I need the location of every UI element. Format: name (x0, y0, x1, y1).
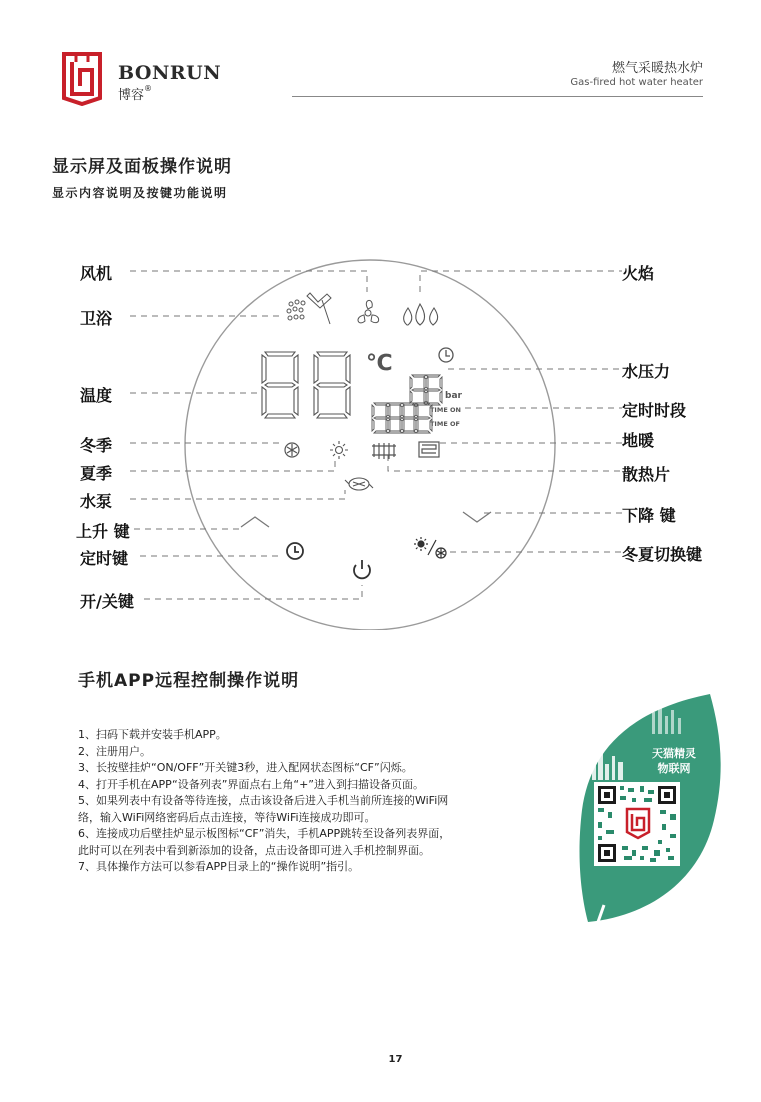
fan-icon (358, 300, 379, 322)
celsius-unit: ℃ (366, 351, 393, 376)
section-title-display: 显示屏及面板操作说明 (52, 157, 232, 177)
section-title-app: 手机APP远程控制操作说明 (78, 671, 300, 691)
product-name-cn: 燃气采暖热水炉 (611, 61, 703, 76)
label-summer: 夏季 (80, 464, 113, 483)
timer-key-clock-icon[interactable] (287, 543, 303, 559)
winter-snowflake-icon (285, 443, 299, 457)
up-arrow-icon[interactable] (241, 517, 269, 527)
qr-caption (639, 746, 709, 776)
shower-icon (287, 293, 331, 324)
section-subtitle-display: 显示内容说明及按键功能说明 (52, 186, 228, 200)
list-item: 络，输入WiFi网络密码后点击连接，等待WiFi连接成功即可。 (78, 810, 376, 824)
qr-code (594, 782, 680, 866)
leaf-qr-graphic (570, 690, 730, 930)
list-item: 4、打开手机在APP“设备列表”界面点右上角“+”进入到扫描设备页面。 (78, 777, 425, 791)
radiator-icon (372, 443, 396, 459)
label-fan: 风机 (80, 264, 113, 283)
bar-unit: bar (445, 391, 462, 401)
product-name-en: Gas-fired hot water heater (570, 77, 703, 88)
list-item: 6、连接成功后壁挂炉显示板图标“CF”消失，手机APP跳转至设备列表界面， (78, 827, 451, 840)
label-pump: 水泵 (80, 492, 113, 511)
pressure-digits (410, 375, 442, 405)
flame-icon (404, 304, 438, 325)
list-item: 此时可以在列表中看到新添加的设备，点击设备即可进入手机控制界面。 (78, 843, 430, 857)
label-radiator: 散热片 (622, 465, 671, 484)
label-temperature: 温度 (80, 386, 113, 405)
time-off-label: TIME OF (430, 420, 460, 428)
label-season-switch-key: 冬夏切换键 (622, 545, 703, 564)
list-item: 3、长按壁挂炉“ON/OFF”开关键3秒，进入配网状态图标“CF”闪烁。 (78, 761, 413, 774)
label-winter: 冬季 (80, 436, 113, 455)
floor-heating-icon (419, 442, 439, 457)
temperature-digits (262, 352, 350, 418)
label-timer-key: 定时键 (80, 549, 129, 568)
list-item: 1、扫码下载并安装手机APP。 (78, 728, 227, 741)
brand-name-en: BONRUN (118, 62, 222, 84)
label-flame: 火焰 (622, 264, 655, 283)
brand-name-cn: 博容® (118, 84, 153, 103)
label-power-key: 开/关键 (80, 592, 134, 611)
list-item: 5、如果列表中有设备等待连接，点击该设备后进入手机当前所连接的WiFi网 (78, 794, 449, 807)
power-button-icon[interactable] (354, 560, 370, 578)
label-up-key: 上升 键 (76, 522, 130, 541)
list-item: 2、注册用户。 (78, 744, 151, 758)
list-item: 7、具体操作方法可以参看APP目录上的“操作说明”指引。 (78, 860, 360, 873)
label-floor-heating: 地暖 (622, 431, 655, 450)
timer-digits (372, 403, 432, 433)
header-rule (292, 96, 703, 97)
label-timer-period: 定时时段 (622, 401, 687, 420)
qr-caption-line1: 天猫精灵 (652, 747, 696, 760)
pump-icon (345, 478, 373, 490)
page-number: 17 (388, 1054, 403, 1065)
label-down-key: 下降 键 (622, 506, 676, 525)
app-steps-list (78, 727, 450, 876)
qr-caption-line2: 物联网 (657, 762, 691, 775)
label-shower: 卫浴 (80, 309, 113, 328)
clock-icon (439, 348, 453, 362)
label-water-pressure: 水压力 (622, 362, 671, 381)
bonrun-logo-icon (58, 50, 106, 106)
summer-sun-icon (330, 441, 348, 459)
time-on-label: TIME ON (430, 406, 461, 414)
season-switch-icon[interactable] (414, 537, 446, 558)
